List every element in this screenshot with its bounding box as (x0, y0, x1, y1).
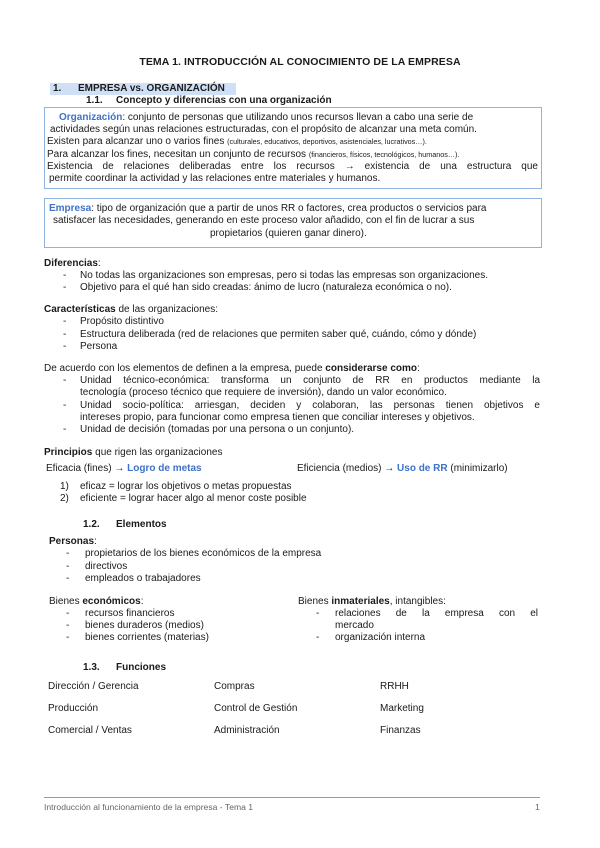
term-empresa: Empresa (49, 203, 92, 214)
bullet-dash: - (66, 608, 70, 619)
uso-de-rr: Uso de RR (397, 463, 448, 474)
definition-line: satisfacer las necesidades, generando en este proceso valor añadido, con el fin de lucrar a sus (53, 215, 475, 226)
bullet-dash: - (63, 270, 67, 281)
section-number: 1.2. (83, 519, 100, 530)
list-item: Unidad técnico-económica: transforma un conjunto de RR en productos mediante la (80, 375, 540, 386)
bullet-dash: - (63, 424, 67, 435)
bullet-dash: - (63, 316, 67, 327)
logro-de-metas: Logro de metas (127, 463, 202, 474)
list-item: Unidad socio-política: arriesgan, deciden y colaboran, las personas tienen objetivos e (80, 400, 540, 411)
funcion-cell: Compras (214, 681, 255, 692)
bienes-inmateriales-heading: Bienes inmateriales, intangibles: (298, 596, 446, 607)
funcion-cell: RRHH (380, 681, 409, 692)
list-item: relaciones de la empresa con el (335, 608, 538, 619)
definition-line: actividades según unas relaciones estructuradas, con el propósito de alcanzar una meta común. (50, 124, 477, 135)
bullet-dash: - (66, 548, 70, 559)
definition-line: Organización: conjunto de personas que utilizando unos recursos llevan a cabo una serie de (59, 112, 474, 123)
list-item: bienes duraderos (medios) (85, 620, 204, 631)
bullet-dash: - (316, 608, 320, 619)
funcion-cell: Producción (48, 703, 99, 714)
bullet-dash: - (316, 632, 320, 643)
bullet-dash: - (63, 375, 67, 386)
footer-divider (44, 797, 540, 798)
bullet-dash: - (66, 632, 70, 643)
list-item: recursos financieros (85, 608, 175, 619)
considerarse-intro: De acuerdo con los elementos de definen a la empresa, puede considerarse como: (44, 363, 420, 374)
list-item: eficiente = lograr hacer algo al menor coste posible (80, 493, 307, 504)
definition-line: Para alcanzar los fines, necesitan un conjunto de recursos (financieros, físicos, tecnológicos, humanos…). (47, 149, 460, 160)
section-heading-1 (50, 83, 236, 95)
bullet-dash: - (63, 341, 67, 352)
bienes-economicos-heading: Bienes económicos: (49, 596, 144, 607)
page-title: TEMA 1. INTRODUCCIÓN AL CONOCIMIENTO DE LA EMPRESA (139, 56, 461, 68)
section-number: 1. (53, 83, 62, 94)
list-item: Objetivo para el qué han sido creadas: ánimo de lucro (naturaleza económica o no). (80, 282, 452, 293)
caracteristicas-heading: Características de las organizaciones: (44, 304, 219, 315)
funcion-cell: Marketing (380, 703, 424, 714)
bullet-dash: - (66, 561, 70, 572)
bullet-dash: - (63, 329, 67, 340)
section-label: EMPRESA vs. ORGANIZACIÓN (78, 83, 225, 94)
funcion-cell: Comercial / Ventas (48, 725, 132, 736)
section-heading-1-2: Elementos (116, 519, 167, 530)
definition-line: Empresa: tipo de organización que a partir de unos RR o factores, crea productos o servicios para (49, 203, 487, 214)
list-item: Propósito distintivo (80, 316, 164, 327)
definition-line: Existen para alcanzar uno o varios fines (culturales, educativos, deportivos, asistenciales, lucrativos…). (47, 136, 427, 147)
list-item: directivos (85, 561, 128, 572)
personas-heading: Personas: (49, 536, 97, 547)
list-item: Persona (80, 341, 118, 352)
list-item: organización interna (335, 632, 426, 643)
list-item: Unidad de decisión (tomadas por una persona o un conjunto). (80, 424, 355, 435)
bullet-dash: - (66, 573, 70, 584)
list-item: empleados o trabajadores (85, 573, 201, 584)
list-number: 2) (60, 493, 69, 504)
list-item-continued: mercado (335, 620, 374, 631)
funcion-cell: Control de Gestión (214, 703, 298, 714)
list-item: propietarios de los bienes económicos de la empresa (85, 548, 322, 559)
eficacia-line: Eficacia (fines) → Logro de metas (46, 463, 202, 474)
list-item: bienes corrientes (materias) (85, 632, 209, 643)
bullet-dash: - (63, 282, 67, 293)
term-organizacion: Organización (59, 112, 123, 123)
section-heading-1-3: Funciones (116, 662, 167, 673)
list-item-continued: intereses propio, para funcionar como empresa tienen que conciliar intereses y objetivos. (80, 412, 475, 423)
principios-heading: Principios que rigen las organizaciones (44, 447, 223, 458)
section-label: Concepto y diferencias con una organización (116, 95, 332, 106)
list-item: eficaz = lograr los objetivos o metas propuestas (80, 481, 292, 492)
definition-line: permite coordinar la actividad y las relaciones entre materiales y humanos. (49, 173, 381, 184)
eficiencia-line: Eficiencia (medios) → Uso de RR (minimizarlo) (297, 463, 508, 474)
page-number: 1 (535, 802, 540, 812)
list-item-continued: tecnología (proceso técnico que requiere de inversión), dando un valor económico. (80, 387, 447, 398)
funcion-cell: Administración (214, 725, 280, 736)
funcion-cell: Dirección / Gerencia (48, 681, 139, 692)
section-number: 1.3. (83, 662, 100, 673)
bullet-dash: - (66, 620, 70, 631)
diferencias-heading: Diferencias: (44, 258, 101, 269)
list-item: No todas las organizaciones son empresas, pero si todas las empresas son organizaciones. (80, 270, 488, 281)
bullet-dash: - (63, 400, 67, 411)
definition-line: propietarios (quieren ganar dinero). (210, 228, 367, 239)
list-item: Estructura deliberada (red de relaciones que permiten saber qué, cuándo, cómo y dónde) (80, 329, 477, 340)
section-number: 1.1. (86, 95, 103, 106)
definition-line: Existencia de relaciones deliberadas entre los recursos → existencia de una estructura que (47, 161, 538, 172)
list-number: 1) (60, 481, 69, 492)
funcion-cell: Finanzas (380, 725, 421, 736)
footer-text: Introducción al funcionamiento de la empresa - Tema 1 (44, 802, 254, 812)
